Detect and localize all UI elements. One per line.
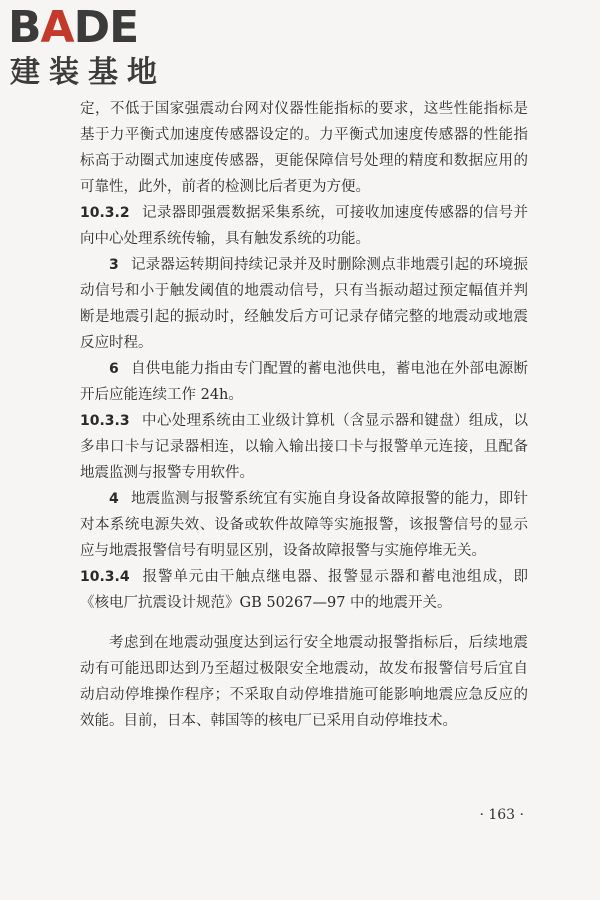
spacer	[80, 616, 528, 630]
section-paragraph	[80, 564, 528, 616]
paragraph-text: 考虑到在地震动强度达到运行安全地震动报警指标后，后续地震动有可能迅即达到乃至超过极限安全地震动，故发布报警信号后宜自动启动停堆操作程序；不采取自动停堆措施可能影响地震应急反应的效能。目前，日本、韩国等的核电厂已采用自动停堆技术。	[80, 635, 528, 729]
paragraph-text: 报警单元由干触点继电器、报警显示器和蓄电池组成，即《核电厂抗震设计规范》GB 50267—97 中的地震开关。	[80, 569, 528, 611]
paragraph-text: 自供电能力指由专门配置的蓄电池供电，蓄电池在外部电源断开后应能连续工作 24h。	[80, 361, 528, 403]
paragraph-text: 定，不低于国家强震动台网对仪器性能指标的要求，这些性能指标是基于力平衡式加速度传感器设定的。力平衡式加速度传感器的性能指标高于动圈式加速度传感器，更能保障信号处理的精度和数据应用的可靠性，此外，前者的检测比后者更为方便。	[80, 101, 528, 195]
paragraph-text: 记录器即强震数据采集系统，可接收加速度传感器的信号并向中心处理系统传输，具有触发系统的功能。	[80, 205, 528, 247]
paragraph-text: 中心处理系统由工业级计算机（含显示器和键盘）组成，以多串口卡与记录器相连，以输入输出接口卡与报警单元连接，且配备地震监测与报警专用软件。	[80, 413, 528, 481]
section-paragraph	[80, 408, 528, 486]
section-number: 10.3.4	[80, 569, 130, 585]
item-paragraph	[80, 252, 528, 356]
document-body	[80, 96, 528, 734]
page-number: · 163 ·	[479, 807, 524, 823]
paragraph-text: 记录器运转期间持续记录并及时删除测点非地震引起的环境振动信号和小于触发阈值的地震动信号，只有当振动超过预定幅值并判断是地震引起的振动时，经触发后方可记录存储完整的地震动或地震反应时程。	[80, 257, 528, 351]
bade-logo	[6, 4, 181, 90]
logo-letter-a: A	[40, 2, 74, 53]
item-paragraph	[80, 486, 528, 564]
paragraph	[80, 630, 528, 734]
paragraph-text: 地震监测与报警系统宜有实施自身设备故障报警的能力，即针对本系统电源失效、设备或软件故障等实施报警，该报警信号的显示应与地震报警信号有明显区别，设备故障报警与实施停堆无关。	[80, 491, 528, 559]
item-number: 4	[109, 491, 119, 507]
item-number: 6	[109, 361, 119, 377]
logo-letter-b: B	[8, 2, 41, 53]
item-number: 3	[109, 257, 119, 273]
section-number: 10.3.3	[80, 413, 130, 429]
logo-subtitle: 建装基地	[10, 55, 166, 90]
logo-letters-de: DE	[73, 2, 139, 53]
logo-wordmark	[8, 4, 138, 52]
item-paragraph	[80, 356, 528, 408]
section-paragraph	[80, 200, 528, 252]
paragraph	[80, 96, 528, 200]
section-number: 10.3.2	[80, 205, 130, 221]
